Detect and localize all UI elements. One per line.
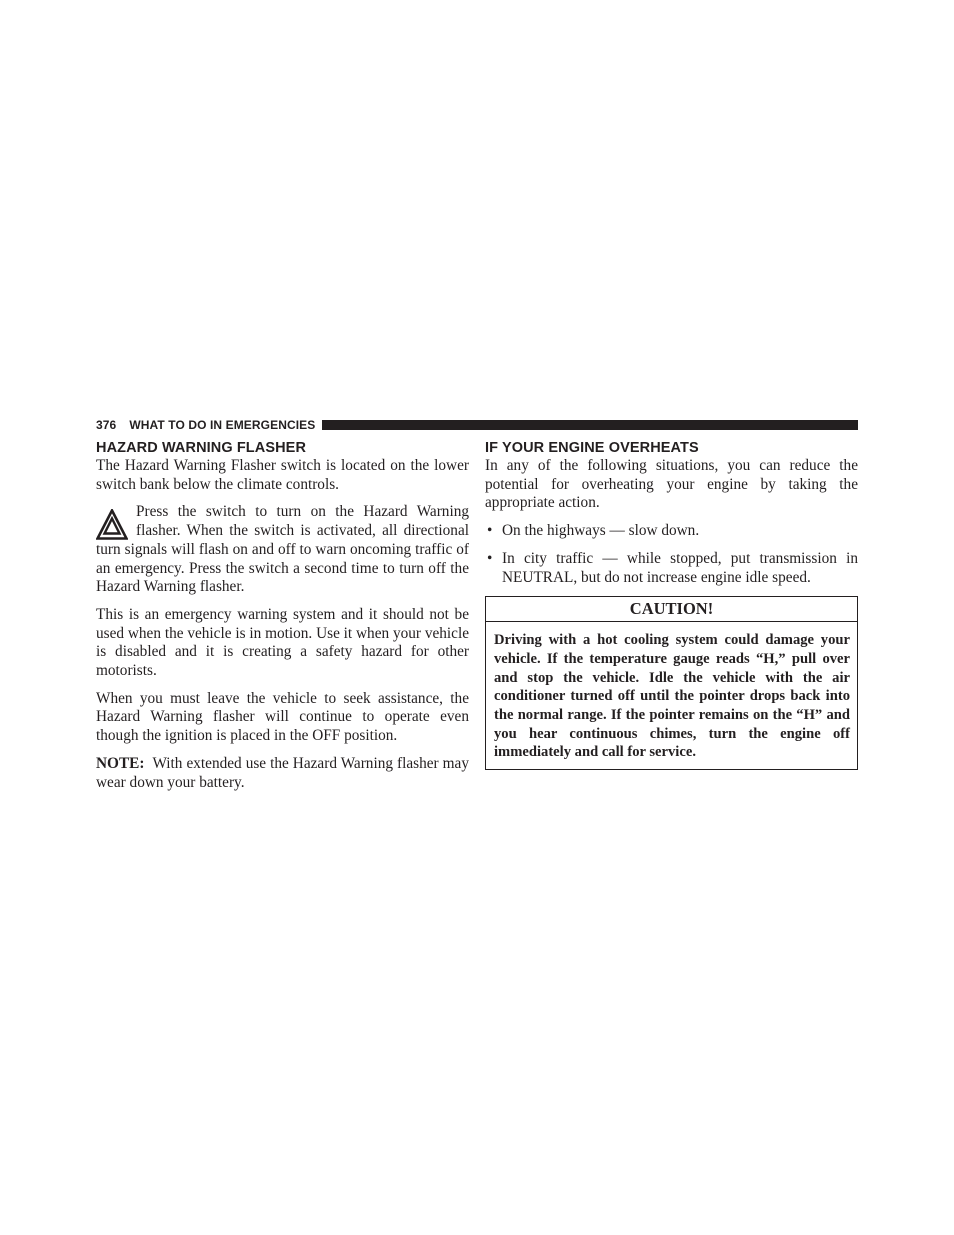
section-title: WHAT TO DO IN EMERGENCIES — [129, 418, 316, 432]
bullet-glyph: • — [487, 549, 493, 567]
left-column — [96, 439, 469, 792]
list-item-text: In city traffic — while stopped, put transmission in NEUTRAL, but do not increase engine idle speed. — [502, 549, 858, 586]
hazard-para-location: The Hazard Warning Flasher switch is located on the lower switch bank below the climate controls. — [96, 457, 469, 493]
list-item — [485, 522, 858, 541]
hazard-para-operation — [96, 503, 469, 597]
caution-text: Driving with a hot cooling system could damage your vehicle. If the temperature gauge reads “H,” pull over and stop the vehicle. Idle the vehicle with the air conditioner turned off until the pointer drops back into the normal range. If the pointer remains on the “H” and you hear continuous chimes, turn the engine off immediately and call for service. — [494, 632, 850, 761]
page-number: 376 — [96, 418, 117, 432]
hazard-para-operation-text: Press the switch to turn on the Hazard Warning flasher. When the switch is activated, all directional turn signals will flash on and off to warn oncoming traffic of an emergency. Press the switch a second time to turn off the Hazard Warning flasher. — [96, 503, 469, 596]
hazard-heading: HAZARD WARNING FLASHER — [96, 440, 307, 456]
right-column — [485, 439, 858, 770]
note-label: NOTE: — [96, 754, 145, 772]
hazard-para-usage: This is an emergency warning system and it should not be used when the vehicle is in motion. Use it when your vehicle is disabled and it is creating a safety hazard for other motorists. — [96, 605, 469, 680]
note-text: With extended use the Hazard Warning flasher may wear down your battery. — [96, 754, 469, 791]
caution-title: CAUTION! — [486, 597, 857, 622]
bullet-glyph: • — [487, 522, 493, 540]
caution-box — [485, 596, 858, 770]
overheat-intro: In any of the following situations, you can reduce the potential for overheating your engine by taking the appropriate action. — [485, 457, 858, 512]
list-item — [485, 550, 858, 587]
overheat-heading: IF YOUR ENGINE OVERHEATS — [485, 440, 699, 456]
list-item-text: On the highways — slow down. — [502, 522, 700, 540]
header-rule — [322, 420, 858, 430]
hazard-para-ignition: When you must leave the vehicle to seek assistance, the Hazard Warning flasher will continue to operate even though the ignition is placed in the OFF position. — [96, 689, 469, 745]
page-header — [96, 417, 858, 433]
hazard-triangle-icon — [96, 509, 128, 540]
overheat-bullet-list — [485, 522, 858, 587]
hazard-note — [96, 755, 469, 792]
